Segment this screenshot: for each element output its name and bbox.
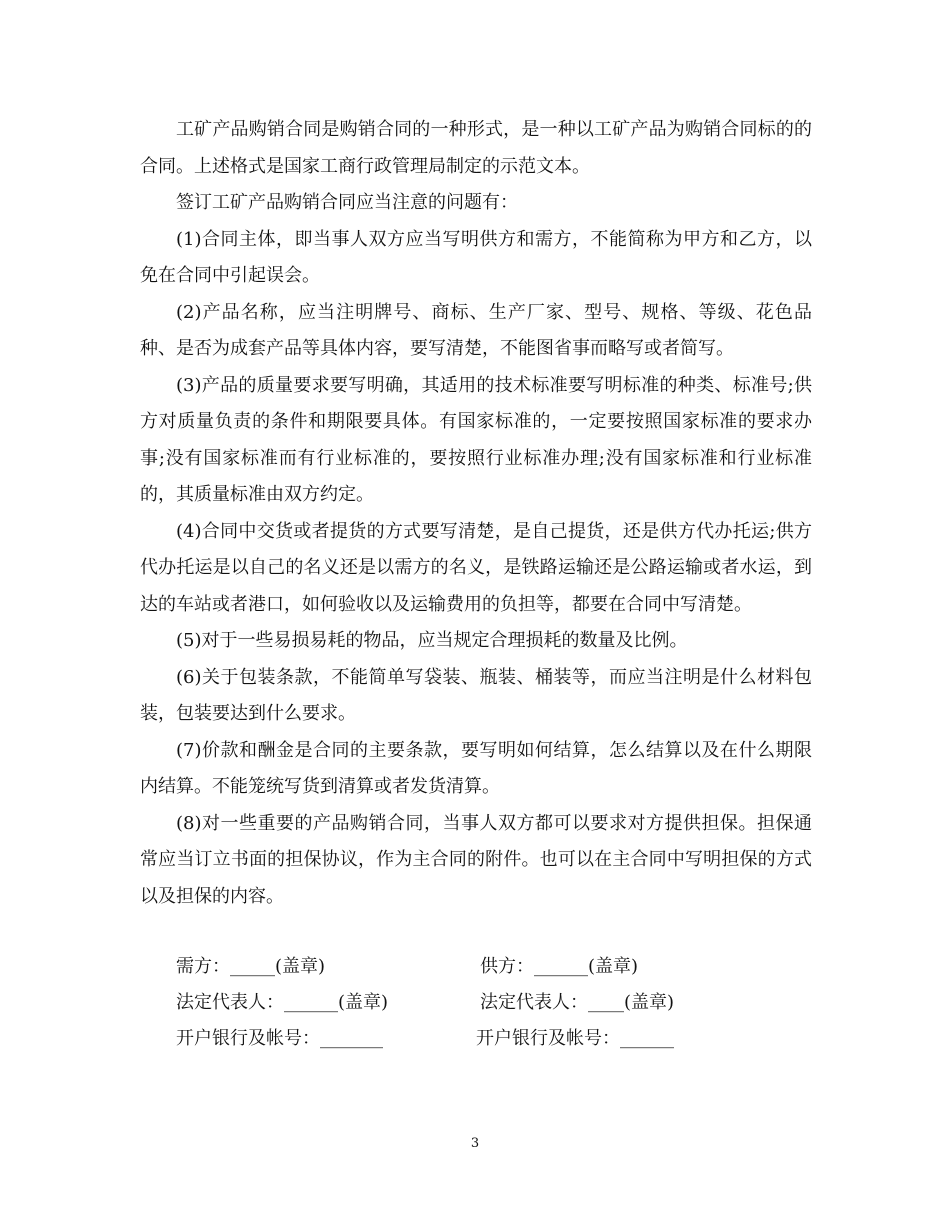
paragraph-notes-heading: 签订工矿产品购销合同应当注意的问题有： xyxy=(176,192,518,213)
paragraph-item-4: (4)合同中交货或者提货的方式要写清楚，是自己提货，还是供方代办托运;供方代办托运是以自己的名义还是以需方的名义，是铁路运输还是公路运输或者水运，到达的车站或者港口，如何验收以及运输费用的负担等，都要在合同中写清楚。 xyxy=(140,520,812,615)
paragraph-item-3: (3)产品的质量要求要写明确，其适用的技术标准要写明标准的种类、标准号;供方对质量负责的条件和期限要具体。有国家标准的，一定要按照国家标准的要求办事;没有国家标准而有行业标准的，要按照行业标准办理;没有国家标准和行业标准的，其质量标准由双方约定。 xyxy=(140,374,812,505)
paragraph-item-6: (6)关于包装条款，不能简单写袋装、瓶装、桶装等，而应当注明是什么材料包装，包装要达到什么要求。 xyxy=(140,666,812,724)
paragraph-item-5: (5)对于一些易损易耗的物品，应当规定合理损耗的数量及比例。 xyxy=(176,630,688,651)
paragraph-item-1: (1)合同主体，即当事人双方应当写明供方和需方，不能简称为甲方和乙方，以免在合同中引起误会。 xyxy=(140,228,812,286)
seller-representative-line: 法定代表人：____(盖章) xyxy=(480,992,675,1013)
paragraph-item-8: (8)对一些重要的产品购销合同，当事人双方都可以要求对方提供担保。担保通常应当订立书面的担保协议，作为主合同的附件。也可以在主合同中写明担保的方式以及担保的内容。 xyxy=(140,812,812,907)
page-number: 3 xyxy=(470,1136,480,1151)
paragraph-item-2: (2)产品名称，应当注明牌号、商标、生产厂家、型号、规格、等级、花色品种、是否为成套产品等具体内容，要写清楚，不能图省事而略写或者简写。 xyxy=(140,301,812,359)
buyer-bank-line: 开户银行及帐号：_______ xyxy=(176,1028,383,1049)
buyer-representative-line: 法定代表人：______(盖章) xyxy=(176,992,389,1013)
buyer-seal-line: 需方：_____(盖章) xyxy=(176,956,326,977)
seller-bank-line: 开户银行及帐号：______ xyxy=(476,1028,674,1049)
paragraph-item-7: (7)价款和酬金是合同的主要条款，要写明如何结算，怎么结算以及在什么期限内结算。不能笼统写货到清算或者发货清算。 xyxy=(140,739,812,797)
signature-row-party xyxy=(176,952,816,982)
seller-seal-line: 供方：______(盖章) xyxy=(480,956,639,977)
paragraph-intro: 工矿产品购销合同是购销合同的一种形式，是一种以工矿产品为购销合同标的的合同。上述格式是国家工商行政管理局制定的示范文本。 xyxy=(140,119,812,177)
signature-row-representative xyxy=(176,988,816,1018)
signature-row-bank xyxy=(176,1024,816,1054)
body-text xyxy=(140,112,812,915)
